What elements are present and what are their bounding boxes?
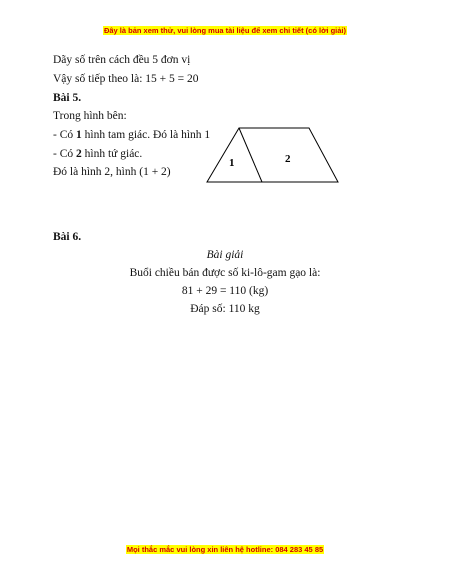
quadrilateral-count: 2 (76, 148, 82, 160)
quadrilateral-answer: Đó là hình 2, hình (1 + 2) (53, 166, 171, 178)
trapezoid-outline (207, 128, 338, 182)
triangle-count: 1 (76, 129, 82, 141)
dividing-line (239, 128, 262, 182)
hotline-text: Mọi thắc mắc vui lòng xin liên hệ hotline: 084 283 45 85 (126, 545, 324, 554)
shape-1-label: 1 (229, 157, 235, 169)
solution-question: Buổi chiều bán được số ki-lô-gam gạo là: (129, 267, 321, 279)
next-number-answer: Vậy số tiếp theo là: 15 + 5 = 20 (53, 73, 199, 85)
triangle-count-line: - Có 1 hình tam giác. Đó là hình 1 (53, 129, 211, 141)
solution-calculation: 81 + 29 = 110 (kg) (181, 285, 269, 297)
sequence-note: Dãy số trên cách đều 5 đơn vị (53, 54, 191, 66)
solution-answer: Đáp số: 110 kg (190, 303, 260, 315)
preview-notice-text: Đây là bản xem thử, vui lòng mua tài liệu để xem chi tiết (có lời giải) (103, 26, 347, 35)
solution-heading: Bài giải (206, 249, 244, 261)
exercise-5-intro: Trong hình bên: (53, 110, 127, 122)
exercise-6-title: Bài 6. (53, 231, 82, 243)
quadrilateral-count-line: - Có 2 hình tứ giác. (53, 148, 143, 160)
shape-2-label: 2 (285, 153, 291, 165)
exercise-5-title: Bài 5. (53, 92, 82, 104)
hotline-banner (0, 545, 450, 554)
